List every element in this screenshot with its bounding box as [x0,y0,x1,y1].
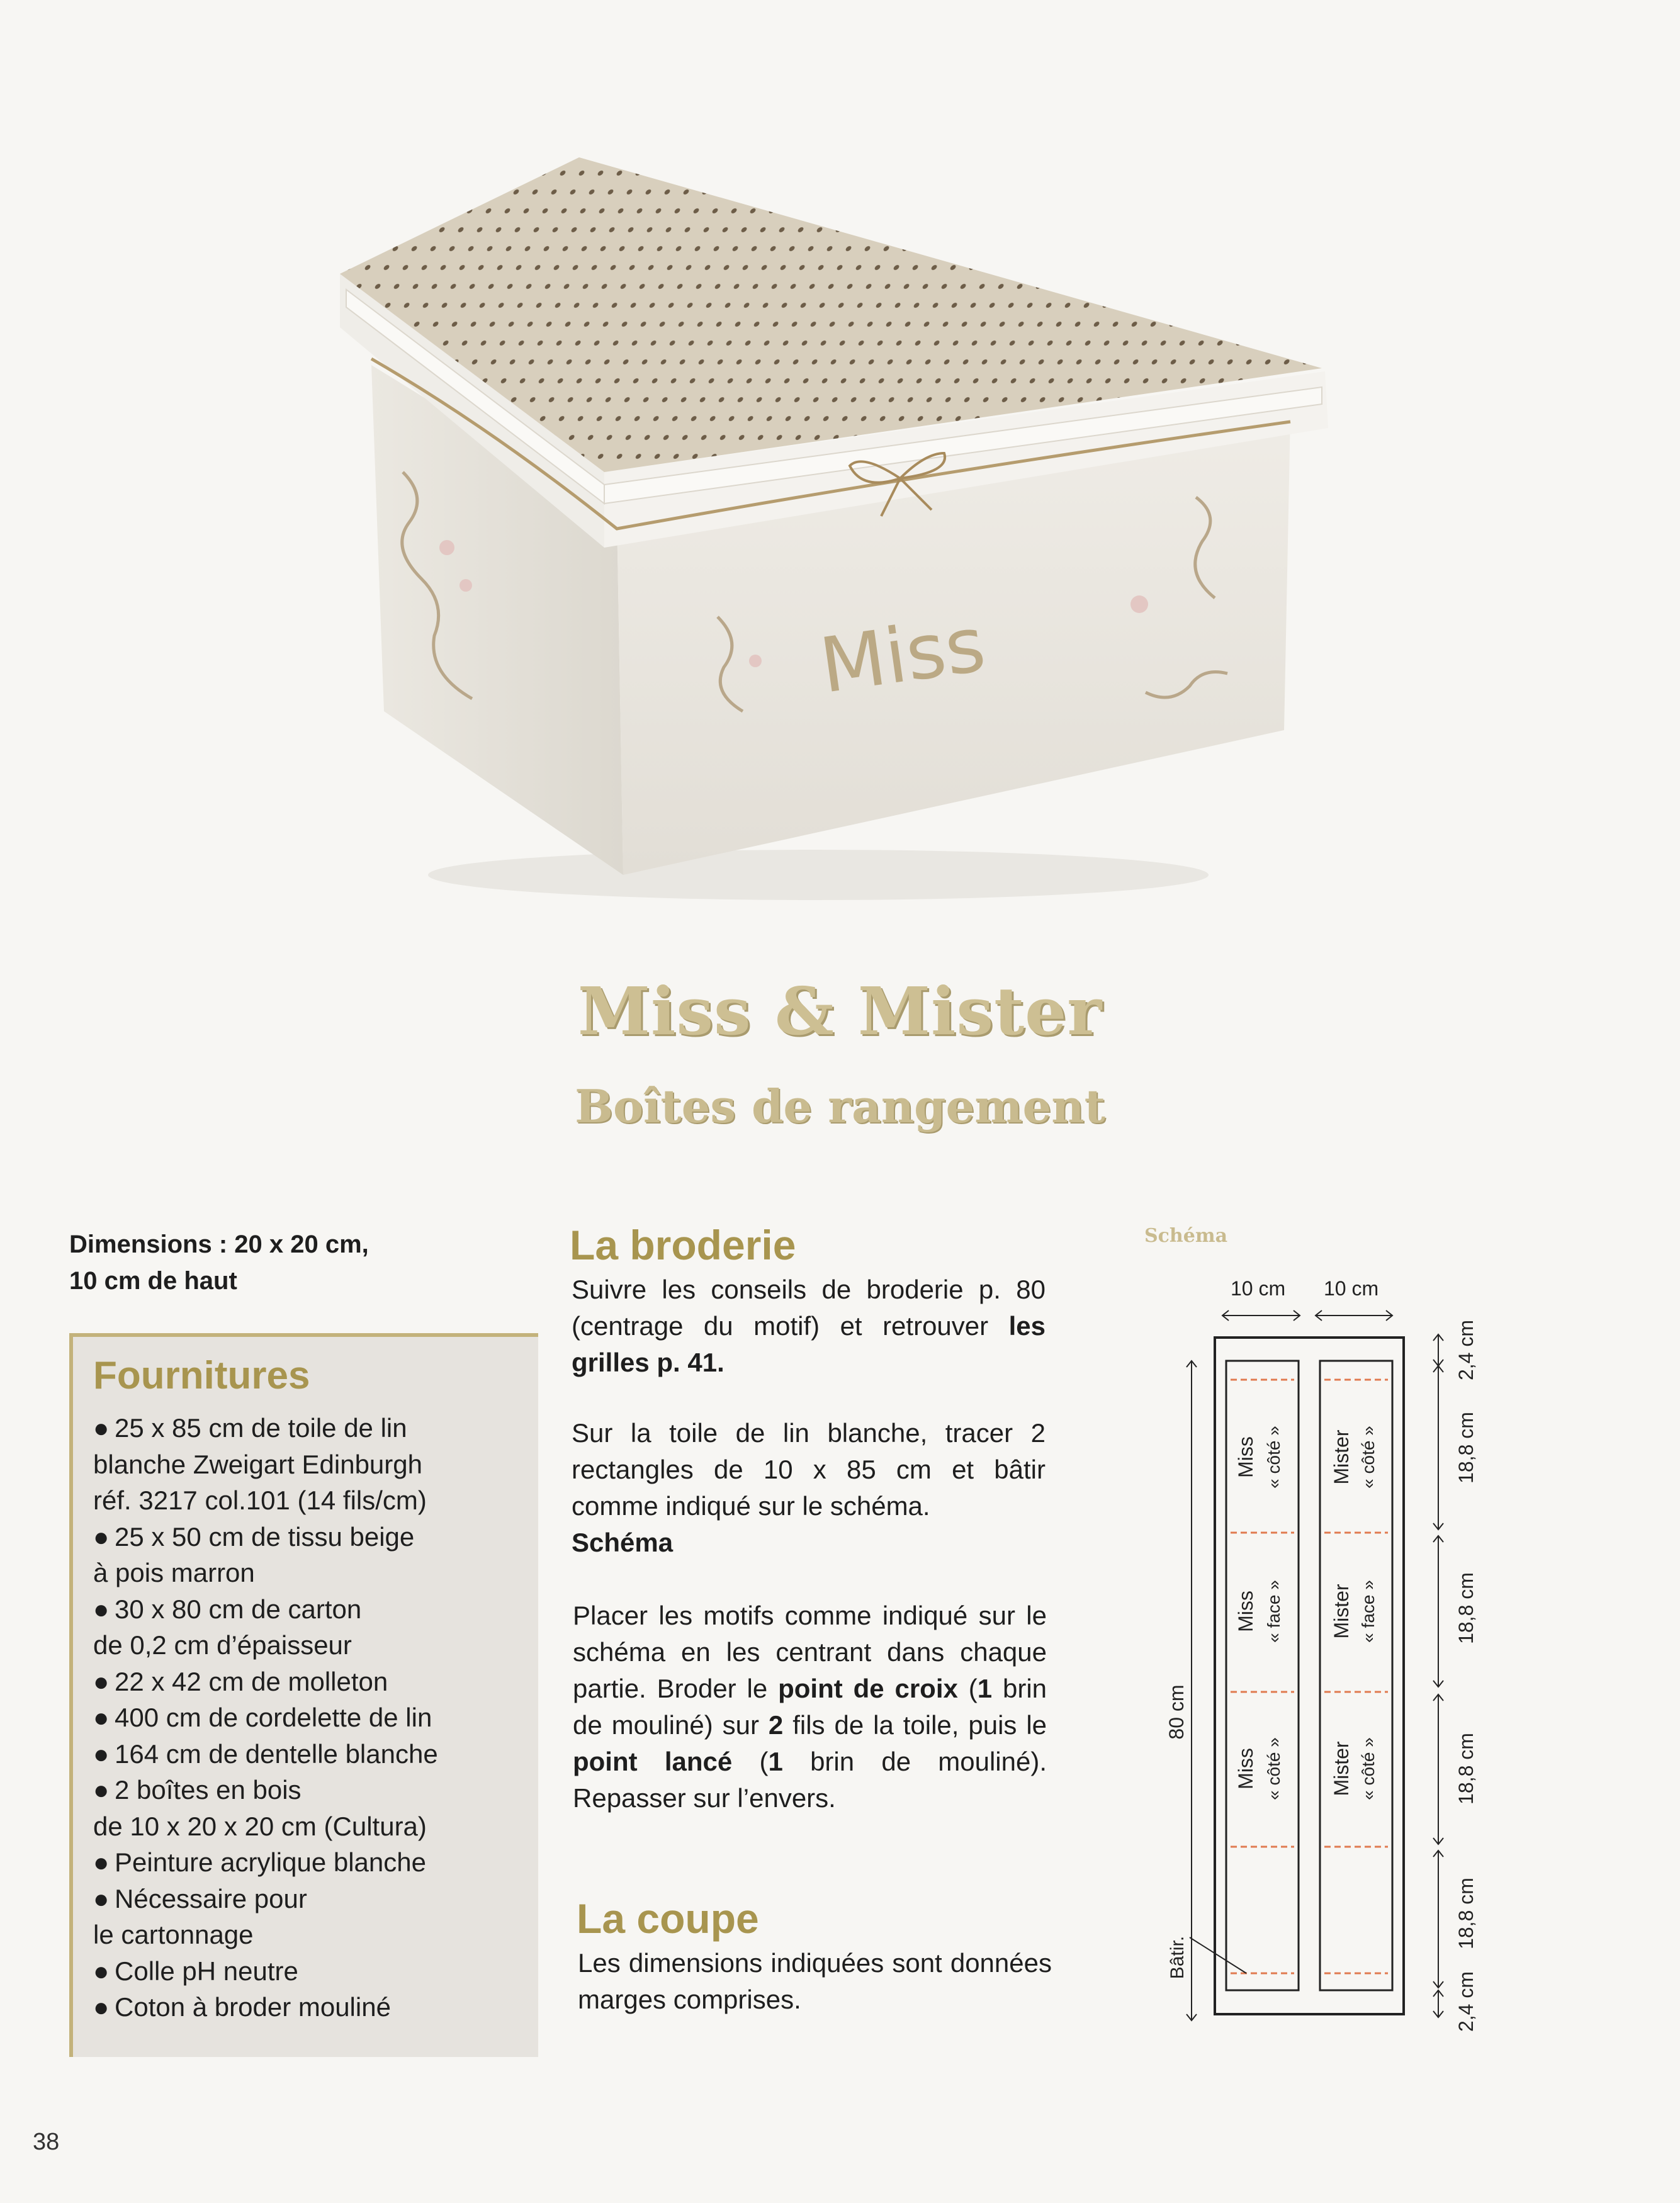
segment-1-label [1455,1412,1477,1484]
broderie-paragraph-2: Sur la toile de lin blanche, tracer 2 rectangles de 10 x 85 cm et bâtir comme indiqué sur le schéma. Schéma [572,1418,1046,1557]
list-item: ● 22 x 42 cm de molleton [93,1664,534,1700]
svg-text:« côté »: « côté » [1358,1737,1378,1800]
svg-text:« côté »: « côté » [1264,1737,1283,1800]
svg-text:80 cm: 80 cm [1165,1684,1188,1740]
coupe-paragraph: Les dimensions indiquées sont données marges comprises. [578,1948,1052,2014]
page-title: Miss & Mister [577,972,1103,1050]
svg-text:18,8 cm: 18,8 cm [1455,1733,1477,1805]
bullet-icon: ● [93,1992,110,2022]
svg-text:2,4 cm: 2,4 cm [1455,1319,1477,1381]
label-mister-cote-2-pos [1358,1737,1378,1800]
list-item: réf. 3217 col.101 (14 fils/cm) [93,1485,427,1515]
svg-text:« face »: « face » [1358,1580,1378,1643]
svg-text:18,8 cm: 18,8 cm [1455,1572,1477,1644]
list-item: ● 25 x 50 cm de tissu beige [93,1519,534,1555]
svg-text:Miss: Miss [1234,1748,1257,1789]
svg-text:« côté »: « côté » [1358,1426,1378,1489]
bullet-icon: ● [93,1738,110,1769]
broderie-heading: La broderie [570,1222,796,1268]
bullet-icon: ● [93,1847,110,1877]
width-right-label: 10 cm [1324,1277,1379,1300]
label-miss-face [1234,1591,1257,1632]
label-miss-cote-2 [1234,1748,1257,1789]
segment-3-label [1455,1733,1477,1805]
bullet-icon: ● [93,1594,110,1624]
list-item: blanche Zweigart Edinburgh [93,1449,422,1479]
list-item: de 10 x 20 x 20 cm (Cultura) [93,1811,427,1841]
box-embroidered-text: Miss [815,600,991,711]
label-mister-face-pos [1358,1580,1378,1643]
batir-label [1167,1936,1188,1979]
svg-text:Mister: Mister [1330,1429,1353,1485]
list-item: ● Nécessaire pour [93,1881,534,1917]
bullet-icon: ● [93,1883,110,1913]
bullet-icon: ● [93,1521,110,1552]
broderie-paragraph-3: Placer les motifs comme indiqué sur le schéma en les centrant dans chaque partie. Broder le point de croix (1 brin de mouliné) sur 2 fils de la toile, puis le point lancé (1 brin de mouliné). Repasser sur l’envers. [573,1601,1047,1813]
svg-text:Bâtir.: Bâtir. [1167,1935,1188,1980]
list-item: ● 30 x 80 cm de carton [93,1591,534,1628]
svg-text:Miss: Miss [1234,1591,1257,1632]
list-item: ● 400 cm de cordelette de lin [93,1699,534,1736]
list-item: de 0,2 cm d’épaisseur [93,1630,352,1660]
list-item: ● Coton à broder mouliné [93,1989,534,2026]
dimensions-line-1: Dimensions : 20 x 20 cm, [69,1231,369,1258]
fournitures-heading: Fournitures [93,1354,310,1397]
label-mister-cote-1-pos [1358,1426,1378,1489]
right-dimension-chain [1433,1334,1443,2017]
svg-text:Miss: Miss [1234,1436,1257,1478]
label-miss-cote-1 [1234,1436,1257,1478]
fournitures-list [93,1410,534,2026]
width-left-label: 10 cm [1231,1277,1286,1300]
list-item: ● 25 x 85 cm de toile de lin [93,1410,534,1446]
list-item: ● 164 cm de dentelle blanche [93,1736,534,1772]
svg-text:Mister: Mister [1330,1584,1353,1639]
label-mister-cote-1 [1330,1429,1353,1484]
bullet-icon: ● [93,1775,110,1805]
list-item: ● Colle pH neutre [93,1953,534,1990]
label-miss-face-pos [1264,1580,1283,1643]
height-total-label [1165,1684,1188,1739]
page-subtitle: Boîtes de rangement [575,1079,1105,1133]
list-item: ● 2 boîtes en bois [93,1772,534,1808]
list-item: à pois marron [93,1558,255,1587]
margin-bottom-label [1455,1971,1477,2032]
label-miss-cote-1-pos [1264,1426,1283,1489]
bullet-icon: ● [93,1413,110,1443]
label-miss-cote-2-pos [1264,1737,1283,1800]
svg-text:18,8 cm: 18,8 cm [1455,1412,1477,1484]
list-item: le cartonnage [93,1920,254,1949]
batir-leader [1190,1937,1246,1973]
bullet-icon: ● [93,1703,110,1732]
margin-top-label [1455,1320,1477,1380]
svg-text:18,8 cm: 18,8 cm [1455,1878,1477,1949]
box-photo [302,145,1334,919]
dimensions [69,1226,472,1299]
bullet-icon: ● [93,1956,110,1986]
schema-label: Schéma [1144,1225,1228,1247]
segment-4-label [1455,1878,1477,1949]
svg-text:Mister: Mister [1330,1741,1353,1796]
label-mister-face [1330,1584,1353,1638]
svg-text:« face »: « face » [1264,1580,1283,1643]
label-mister-cote-2 [1330,1741,1353,1796]
page-number: 38 [33,2129,60,2155]
bullet-icon: ● [93,1666,110,1696]
coupe-heading: La coupe [577,1895,759,1942]
svg-text:« côté »: « côté » [1264,1426,1283,1489]
schema-diagram [1120,1215,1498,2065]
list-item: ● Peinture acrylique blanche [93,1844,534,1881]
svg-text:2,4 cm: 2,4 cm [1455,1971,1477,2032]
broderie-paragraph-1: Suivre les conseils de broderie p. 80 (centrage du motif) et retrouver les grilles p. 41. [572,1275,1046,1377]
segment-2-label [1455,1572,1477,1644]
dimensions-line-2: 10 cm de haut [69,1267,237,1295]
